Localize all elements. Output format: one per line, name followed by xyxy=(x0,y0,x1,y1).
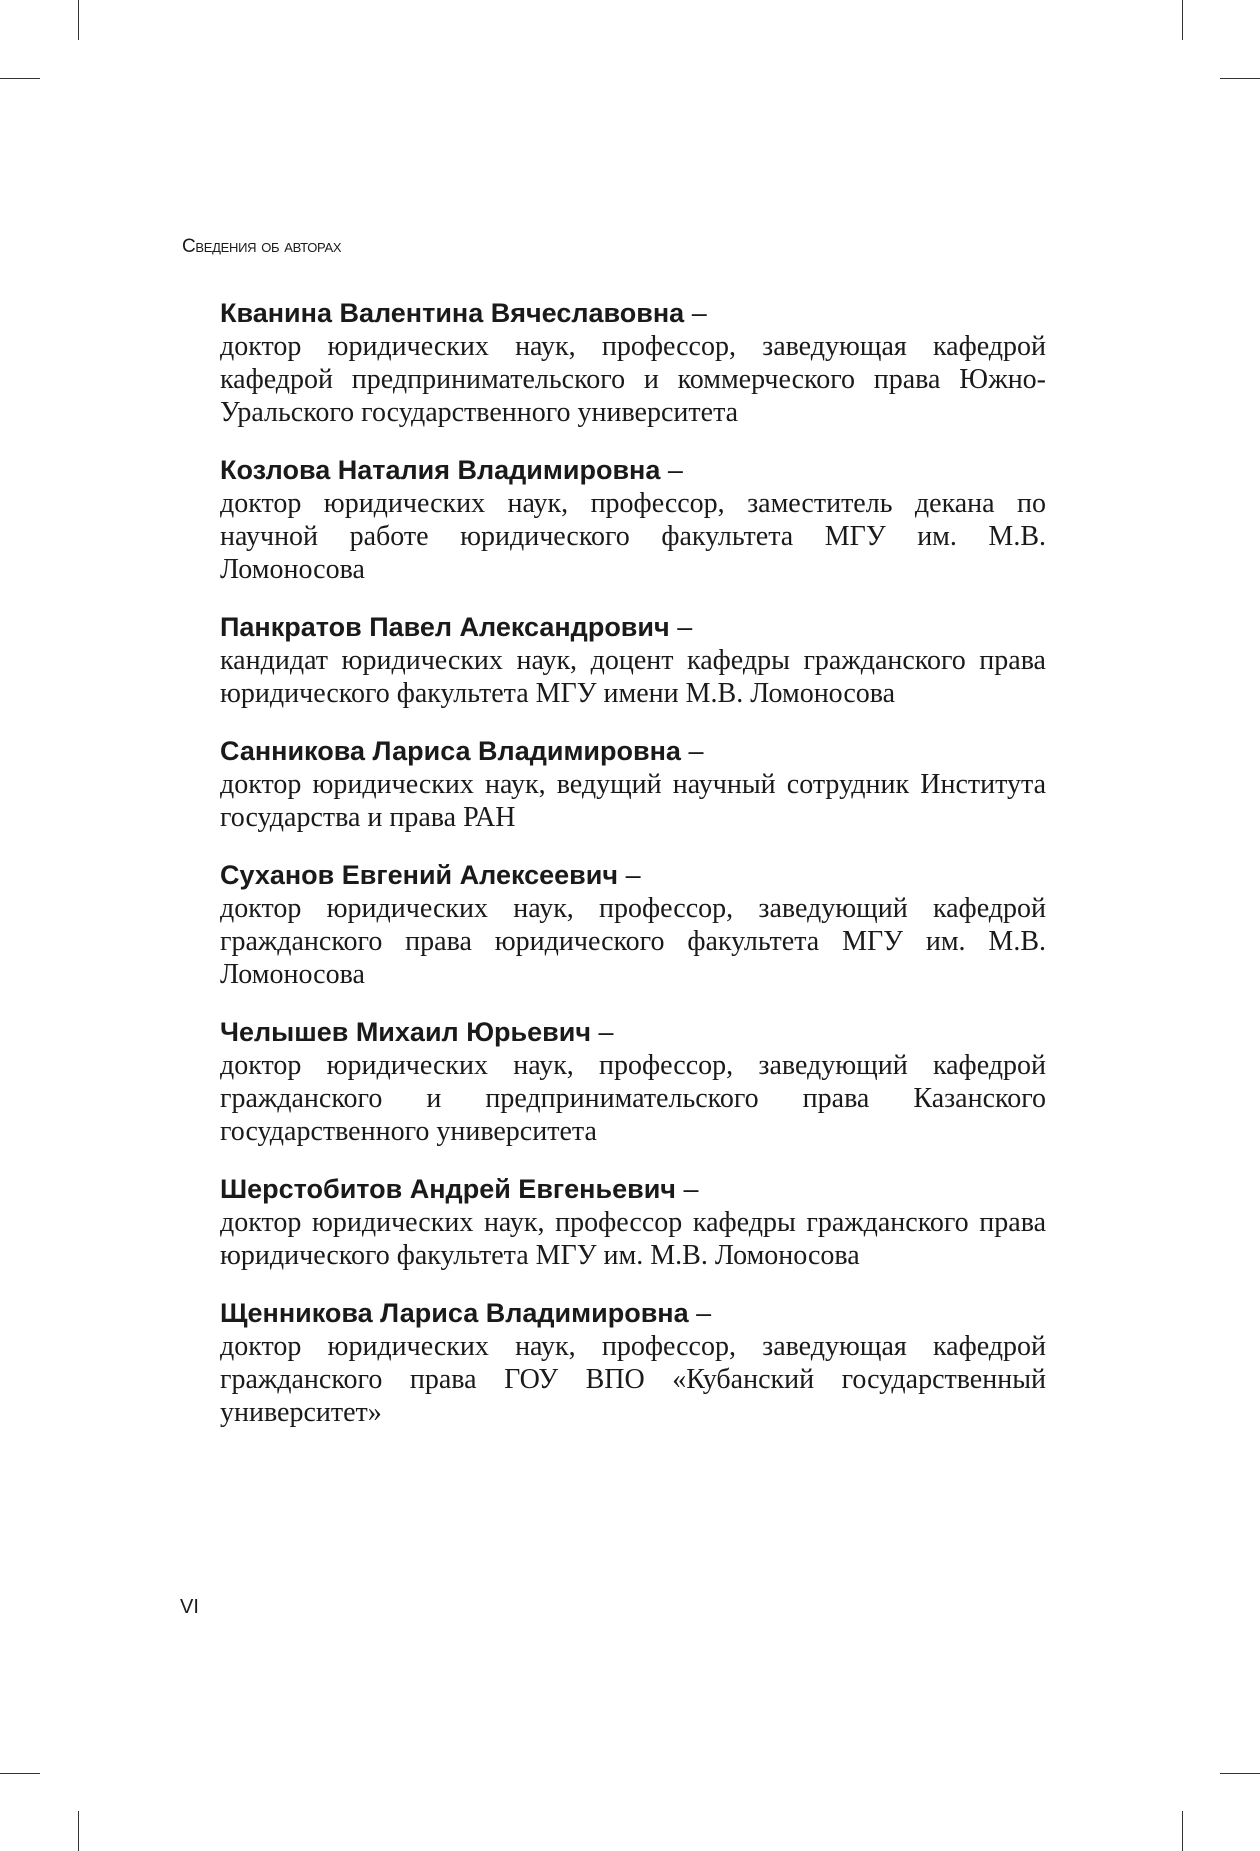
author-description: доктор юридических наук, ведущий научный сотрудник Института государства и права РАН xyxy=(220,769,1046,833)
crop-mark-top-left-h xyxy=(0,78,40,79)
author-dash: – xyxy=(667,455,683,485)
crop-mark-top-right-h xyxy=(1220,78,1260,79)
crop-mark-bottom-right-h xyxy=(1220,1773,1260,1774)
author-name: Козлова Наталия Владимировна xyxy=(220,455,661,485)
author-name: Санникова Лариса Владимировна xyxy=(220,736,681,766)
author-description: доктор юридических наук, профессор, заместитель декана по научной работе юридического факультета МГУ им. М.В. Ломоносова xyxy=(220,488,1046,585)
author-dash: – xyxy=(688,736,704,766)
page-number: VI xyxy=(180,1596,199,1618)
author-entry xyxy=(220,858,1046,991)
author-description: кандидат юридических наук, доцент кафедры гражданского права юридического факультета МГУ имени М.В. Ломоносова xyxy=(220,645,1046,709)
crop-mark-bottom-left-h xyxy=(0,1773,40,1774)
author-description: доктор юридических наук, профессор, заведующая кафедрой гражданского права ГОУ ВПО «Кубанский государственный университет» xyxy=(220,1331,1046,1428)
author-entry xyxy=(220,453,1046,586)
author-dash: – xyxy=(691,298,707,328)
authors-list xyxy=(220,296,1046,1453)
author-dash: – xyxy=(625,860,641,890)
author-entry xyxy=(220,296,1046,429)
author-entry xyxy=(220,1296,1046,1429)
author-name: Суханов Евгений Алексеевич xyxy=(220,860,619,890)
author-description: доктор юридических наук, профессор кафедры гражданского права юридического факультета МГУ им. М.В. Ломоносова xyxy=(220,1207,1046,1271)
author-entry xyxy=(220,1172,1046,1272)
author-entry xyxy=(220,1015,1046,1148)
running-head: Сведения об авторах xyxy=(182,236,342,257)
author-name: Щенникова Лариса Владимировна xyxy=(220,1298,689,1328)
author-name: Кванина Валентина Вячеславовна xyxy=(220,298,685,328)
author-description: доктор юридических наук, профессор, заведующая кафедрой кафедрой предпринимательского и коммерческого права Южно-Уральского государственного университета xyxy=(220,331,1046,428)
author-description: доктор юридических наук, профессор, заведующий кафедрой гражданского и предпринимательского права Казанского государственного университета xyxy=(220,1050,1046,1147)
author-name: Панкратов Павел Александрович xyxy=(220,612,670,642)
author-entry xyxy=(220,610,1046,710)
crop-mark-bottom-right xyxy=(1182,1811,1183,1851)
author-description: доктор юридических наук, профессор, заведующий кафедрой гражданского права юридического факультета МГУ им. М.В. Ломоносова xyxy=(220,893,1046,990)
crop-mark-bottom-left xyxy=(78,1811,79,1851)
author-dash: – xyxy=(598,1017,614,1047)
crop-mark-top-left xyxy=(78,0,79,40)
author-entry xyxy=(220,734,1046,834)
author-dash: – xyxy=(696,1298,712,1328)
author-dash: – xyxy=(677,612,693,642)
crop-mark-top-right xyxy=(1182,0,1183,40)
author-name: Шерстобитов Андрей Евгеньевич xyxy=(220,1174,676,1204)
author-name: Челышев Михаил Юрьевич xyxy=(220,1017,592,1047)
author-dash: – xyxy=(683,1174,699,1204)
